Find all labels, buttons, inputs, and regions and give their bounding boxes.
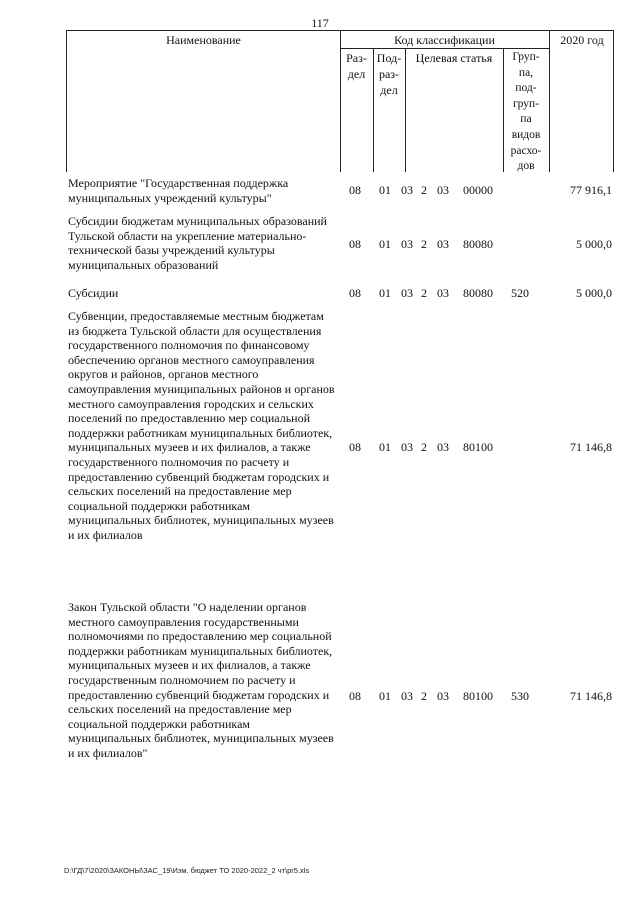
code-subprogram: 2 bbox=[421, 183, 427, 197]
header-divider bbox=[549, 31, 550, 172]
code-program: 03 bbox=[401, 237, 413, 251]
code-subprogram: 2 bbox=[421, 440, 427, 454]
code-subsection: 01 bbox=[379, 440, 391, 454]
code-activity: 03 bbox=[437, 689, 449, 703]
code-direction: 80100 bbox=[463, 689, 493, 703]
code-expense-type: 530 bbox=[511, 689, 529, 703]
file-path-footer: D:\ГД\7\2020\ЗАКОНЫ\ЗАС_19\Изм. бюджет ТО 2020-2022_2 чт\pr5.xls bbox=[64, 866, 310, 875]
row-name: Закон Тульской области "О наделении органов местного самоуправления государственными полномочиями по предоставлению мер социальной поддержки работникам муниципальных библиотек, муниципальных музеев и их филиалов, а также государственным полномочием по расчету и предоставлению субвенций бюджетам городских и сельских поселений на предоставление мер социальной поддержки работникам муниципальных библиотек, муниципальных музеев и их филиалов" bbox=[68, 600, 334, 760]
code-subsection: 01 bbox=[379, 183, 391, 197]
code-activity: 03 bbox=[437, 237, 449, 251]
row-amount: 71 146,8 bbox=[570, 440, 612, 454]
header-target-article: Целевая статья bbox=[415, 51, 493, 65]
row-name: Субсидии бюджетам муниципальных образований Тульской области на укрепление материально-технической базы учреждений культуры муниципальных образований bbox=[68, 214, 327, 272]
row-name: Субсидии bbox=[68, 286, 119, 300]
header-divider bbox=[405, 49, 406, 172]
row-name: Мероприятие "Государственная поддержка муниципальных учреждений культуры" bbox=[68, 176, 289, 205]
header-name: Наименование bbox=[166, 33, 241, 47]
code-direction: 80100 bbox=[463, 440, 493, 454]
row-amount: 71 146,8 bbox=[570, 689, 612, 703]
header-section: Раз- дел bbox=[346, 51, 367, 81]
header-divider bbox=[340, 48, 549, 49]
code-subprogram: 2 bbox=[421, 237, 427, 251]
header-subsection: Под- раз- дел bbox=[376, 51, 402, 97]
code-activity: 03 bbox=[437, 440, 449, 454]
code-expense-type: 520 bbox=[511, 286, 529, 300]
code-activity: 03 bbox=[437, 286, 449, 300]
code-activity: 03 bbox=[437, 183, 449, 197]
header-classification: Код классификации bbox=[394, 33, 495, 47]
row-name: Субвенции, предоставляемые местным бюджетам из бюджета Тульской области для осуществления государственного полномочия по финансовому обеспечению органов местного самоуправления округов и районов, органов местного самоуправления муниципальных районов и органов местного самоуправления городских и сельских поселений по предоставлению мер социальной поддержки работникам муниципальных библиотек, муниципальных музеев и их филиалов, а также государственного полномочия по расчету и предоставлению субвенций бюджетам городских и сельских поселений на предоставление мер социальной поддержки работникам муниципальных библиотек, муниципальных музеев и их филиалов bbox=[68, 309, 335, 542]
code-program: 03 bbox=[401, 689, 413, 703]
code-subsection: 01 bbox=[379, 689, 391, 703]
code-subprogram: 2 bbox=[421, 689, 427, 703]
row-amount: 5 000,0 bbox=[576, 237, 612, 251]
code-direction: 80080 bbox=[463, 237, 493, 251]
code-section: 08 bbox=[349, 237, 361, 251]
page-number: 117 bbox=[311, 16, 329, 30]
code-subsection: 01 bbox=[379, 286, 391, 300]
code-section: 08 bbox=[349, 440, 361, 454]
code-program: 03 bbox=[401, 286, 413, 300]
code-section: 08 bbox=[349, 689, 361, 703]
code-section: 08 bbox=[349, 286, 361, 300]
row-amount: 77 916,1 bbox=[570, 183, 612, 197]
code-program: 03 bbox=[401, 183, 413, 197]
code-section: 08 bbox=[349, 183, 361, 197]
code-direction: 00000 bbox=[463, 183, 493, 197]
code-subprogram: 2 bbox=[421, 286, 427, 300]
code-direction: 80080 bbox=[463, 286, 493, 300]
code-subsection: 01 bbox=[379, 237, 391, 251]
table-header bbox=[66, 30, 614, 172]
header-expense-group: Груп- па, под- груп- па видов расхо- дов bbox=[510, 51, 542, 173]
code-program: 03 bbox=[401, 440, 413, 454]
header-year: 2020 год bbox=[560, 33, 604, 47]
row-amount: 5 000,0 bbox=[576, 286, 612, 300]
